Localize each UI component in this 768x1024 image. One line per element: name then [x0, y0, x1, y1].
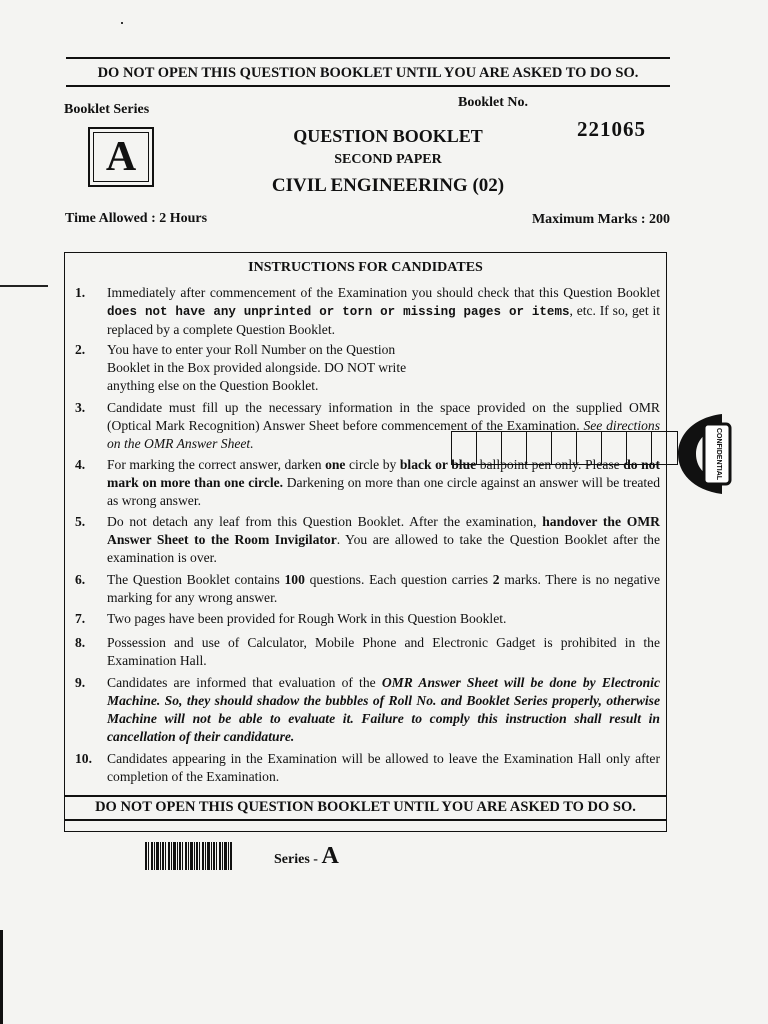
time-allowed: Time Allowed : 2 Hours — [65, 211, 208, 226]
top-warning-text: DO NOT OPEN THIS QUESTION BOOKLET UNTIL YOU ARE ASKED TO DO SO. — [97, 65, 639, 81]
scan-edge-mark — [0, 930, 3, 1024]
booklet-no-label: Booklet No. — [458, 95, 528, 110]
confidential-stamp-icon — [676, 410, 734, 496]
top-warning-banner — [66, 57, 670, 87]
booklet-title: QUESTION BOOKLET — [293, 126, 483, 146]
scan-margin-mark — [0, 285, 48, 287]
bottom-warning-text: DO NOT OPEN THIS QUESTION BOOKLET UNTIL YOU ARE ASKED TO DO SO. — [95, 799, 636, 815]
instructions-heading: INSTRUCTIONS FOR CANDIDATES — [248, 260, 483, 275]
barcode-icon — [145, 842, 233, 870]
subject-title: CIVIL ENGINEERING (02) — [271, 175, 505, 196]
paper-label: SECOND PAPER — [334, 152, 442, 167]
divider — [65, 819, 666, 821]
booklet-number: 221065 — [577, 117, 646, 141]
footer-series: Series - A — [274, 843, 339, 869]
booklet-series-letter: A — [93, 132, 149, 182]
divider — [65, 795, 666, 797]
maximum-marks: Maximum Marks : 200 — [531, 212, 670, 227]
instructions-box: INSTRUCTIONS FOR CANDIDATES 1. Immediately after commencement of the Examination you should check that this Question Booklet does not have any unprinted or torn or missing pages or items, etc. If so, get it replaced by a complete Question Booklet. 2. You have to enter your Roll Number on the Question Booklet in the Box provided alongside. DO NOT write anything else on the Question Booklet. 3. Candidate must fill up the necessary information in the space provided on the supplied OMR (Optical Mark Recognition) Answer Sheet before commencement of the Examination. See directions on the OMR Answer Sheet. 4. For marking the correct answer, darken one circle by black or blue ballpoint pen only. Please do not mark on more than one circle. Darkening on more than one circle against an answer will be treated as wrong answer. 5. Do not detach any leaf from this Question Booklet. After the examination, handover the OMR Answer Sheet to the Room Invigilator. You are allowed to take the Question Booklet after the examination is over. 6. The Question Booklet contains 100 questions. Each question carries 2 marks. There is no negative marking for any wrong answer. 7. Two pages have been provided for Rough Work in this Question Booklet. 8. Possession and use of Calculator, Mobile Phone and Electronic Gadget is prohibited in the Examination Hall. 9. Candidates are informed that evaluation of the OMR Answer Sheet will be done by Electronic Machine. So, they should shadow the bubbles of Roll No. and Booklet Series properly, otherwise Machine will not be able to evaluate it. Failure to comply this instruction shall result in cancellation of their candidature. 10. Candidates appearing in the Examination will be allowed to leave the Examination Hall only after completion of the Examination. DO NOT OPEN THIS QUESTION BOOKLET UNTIL YOU ARE ASKED TO DO SO. — [64, 252, 667, 832]
booklet-series-label: Booklet Series — [64, 102, 150, 117]
stamp-text: CONFIDENTIAL — [715, 427, 722, 481]
scan-speck — [121, 22, 123, 24]
